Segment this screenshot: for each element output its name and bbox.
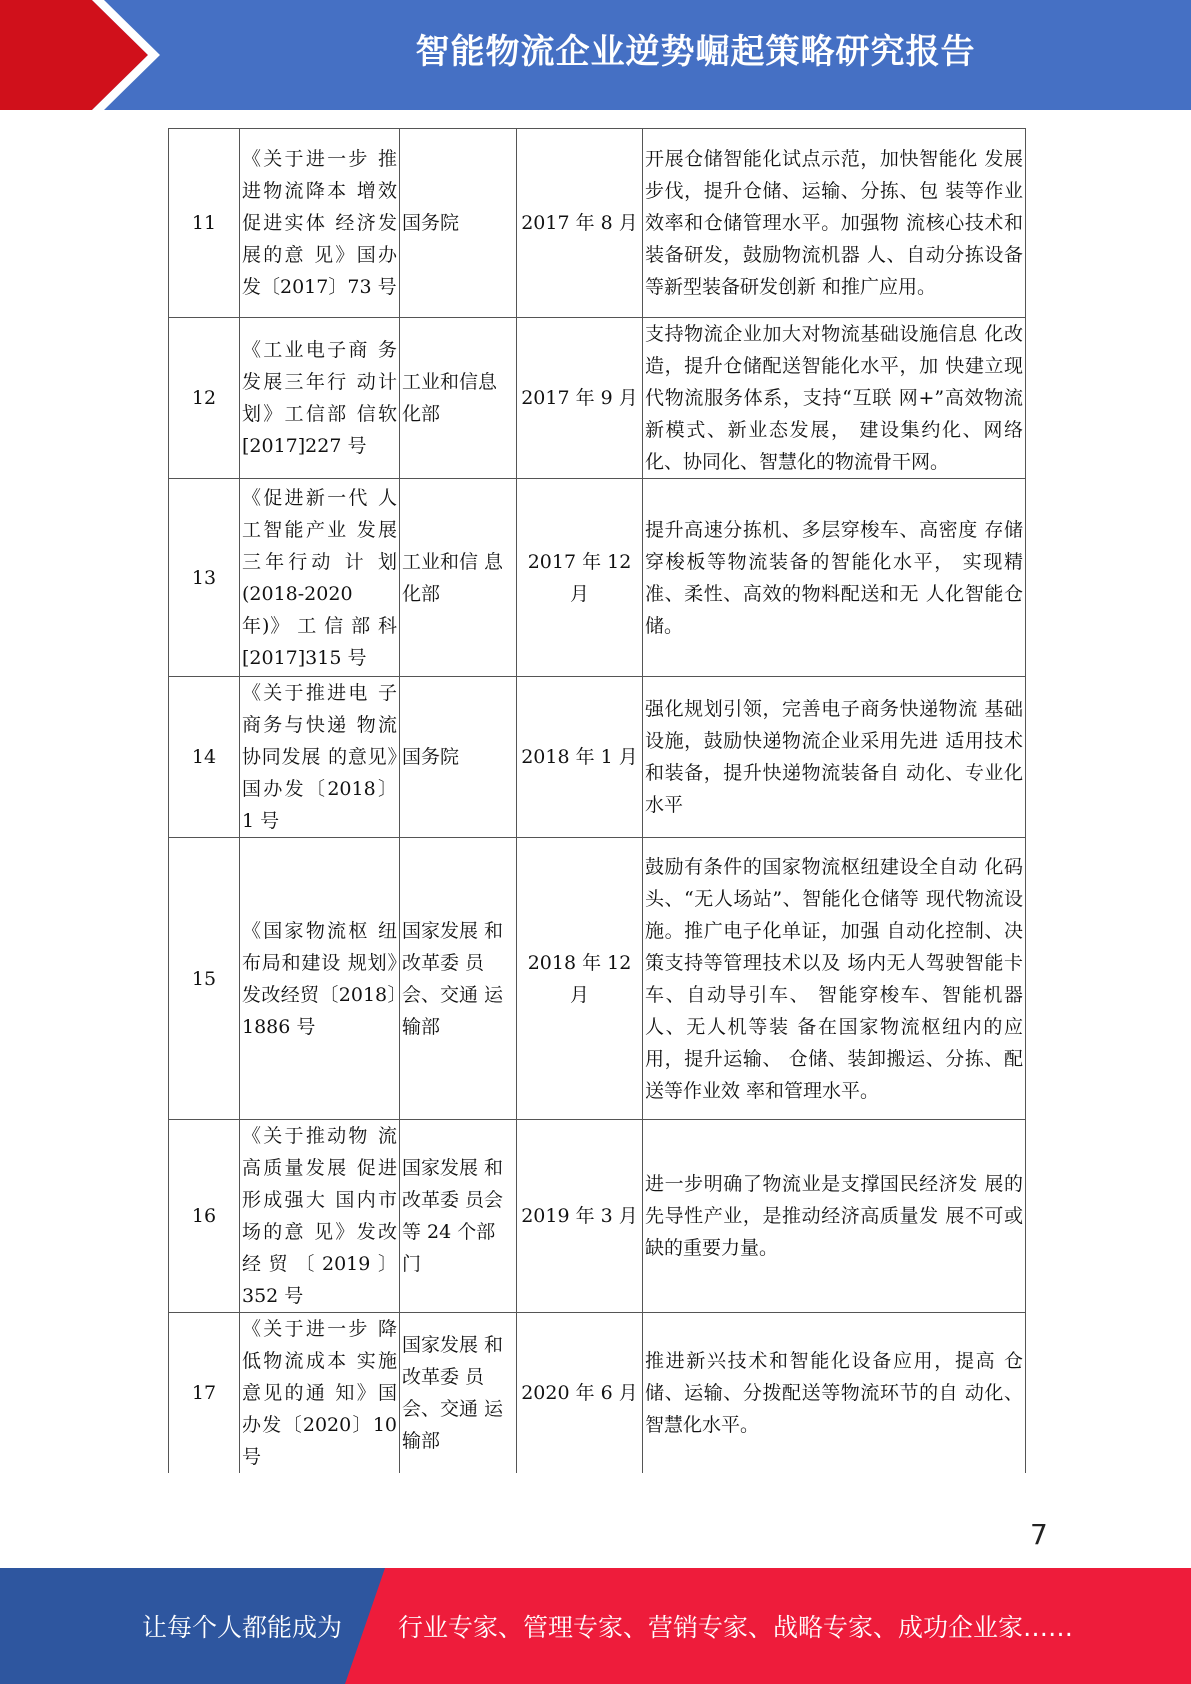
issuing-department: 国家发展 和改革委 员会、交通 运输部 [400, 1313, 517, 1474]
footer-slogan-right: 行业专家、管理专家、营销专家、战略专家、成功企业家…… [398, 1613, 1074, 1642]
policy-content: 进一步明确了物流业是支撑国民经济发 展的先导性产业，是推动经济高质量发 展不可或缺的重要力量。 [643, 1120, 1026, 1313]
policy-document: 《关于进一步 降低物流成本 实施意见的通 知》国办发〔2020〕10 号 [240, 1313, 400, 1474]
policy-document: 《国家物流枢 纽布局和建设 规划》发改经贸〔2018〕1886 号 [240, 838, 400, 1120]
policy-content: 强化规划引领，完善电子商务快递物流 基础设施，鼓励快递物流企业采用先进 适用技术和装备，提升快递物流装备自 动化、专业化水平 [643, 677, 1026, 838]
policy-document: 《工业电子商 务发展三年行 动计划》工信部 信软[2017]227 号 [240, 318, 400, 479]
table-row [169, 677, 1026, 838]
table-row [169, 129, 1026, 318]
header-red-shape [0, 0, 148, 110]
issue-date: 2020 年 6 月 [517, 1313, 643, 1474]
row-number: 14 [169, 677, 240, 838]
row-number: 11 [169, 129, 240, 318]
issuing-department: 国务院 [400, 129, 517, 318]
row-number: 15 [169, 838, 240, 1120]
issuing-department: 国家发展 和改革委 员会等 24 个部门 [400, 1120, 517, 1313]
issuing-department: 工业和信 息化部 [400, 479, 517, 677]
issue-date: 2017 年 12 月 [517, 479, 643, 677]
row-number: 13 [169, 479, 240, 677]
issue-date: 2017 年 9 月 [517, 318, 643, 479]
table-row [169, 838, 1026, 1120]
issue-date: 2018 年 12 月 [517, 838, 643, 1120]
row-number: 17 [169, 1313, 240, 1474]
page-header [0, 0, 1191, 110]
issuing-department: 工业和信息化部 [400, 318, 517, 479]
issuing-department: 国家发展 和改革委 员会、交通 运输部 [400, 838, 517, 1120]
policy-content: 推进新兴技术和智能化设备应用，提高 仓储、运输、分拨配送等物流环节的自 动化、智慧化水平。 [643, 1313, 1026, 1474]
issue-date: 2019 年 3 月 [517, 1120, 643, 1313]
policy-content: 支持物流企业加大对物流基础设施信息 化改造，提升仓储配送智能化水平，加 快建立现代物流服务体系，支持“互联 网+”高效物流新模式、新业态发展， 建设集约化、网络化、协同化、智慧化的物流骨干网。 [643, 318, 1026, 479]
footer-slogan-left: 让每个人都能成为 [142, 1613, 343, 1642]
policy-document: 《关于推进电 子商务与快递 物流协同发展 的意见》国办发〔2018〕1 号 [240, 677, 400, 838]
page-footer [0, 1568, 1191, 1684]
row-number: 16 [169, 1120, 240, 1313]
policy-content: 提升高速分拣机、多层穿梭车、高密度 存储穿梭板等物流装备的智能化水平， 实现精准、柔性、高效的物料配送和无 人化智能仓储。 [643, 479, 1026, 677]
row-number: 12 [169, 318, 240, 479]
issue-date: 2018 年 1 月 [517, 677, 643, 838]
policy-content: 开展仓储智能化试点示范，加快智能化 发展步伐，提升仓储、运输、分拣、包 装等作业效率和仓储管理水平。加强物 流核心技术和装备研发，鼓励物流机器 人、自动分拣设备等新型装备研发创新 和推广应用。 [643, 129, 1026, 318]
issue-date: 2017 年 8 月 [517, 129, 643, 318]
page-number: 7 [1030, 1518, 1048, 1551]
policy-document: 《关于推动物 流高质量发展 促进形成强大 国内市场的意 见》发改经贸〔2019〕352 号 [240, 1120, 400, 1313]
policy-document: 《关于进一步 推进物流降本 增效促进实体 经济发展的意 见》国办发〔2017〕73 号 [240, 129, 400, 318]
policy-content: 鼓励有条件的国家物流枢纽建设全自动 化码头、“无人场站”、智能化仓储等 现代物流设施。推广电子化单证，加强 自动化控制、决策支持等管理技术以及 场内无人驾驶智能卡车、自动导引车、 智能穿梭车、智能机器人、无人机等装 备在国家物流枢纽内的应用，提升运输、 仓储、装卸搬运、分拣、配送等作业效 率和管理水平。 [643, 838, 1026, 1120]
table-row [169, 1313, 1026, 1474]
issuing-department: 国务院 [400, 677, 517, 838]
table-row [169, 479, 1026, 677]
report-title: 智能物流企业逆势崛起策略研究报告 [415, 32, 976, 72]
policy-document: 《促进新一代 人工智能产业 发展三年行动 计 划 (2018-2020 年)》 工 信 部 科[2017]315 号 [240, 479, 400, 677]
policy-table [168, 128, 1026, 1473]
table-row [169, 1120, 1026, 1313]
table-row [169, 318, 1026, 479]
